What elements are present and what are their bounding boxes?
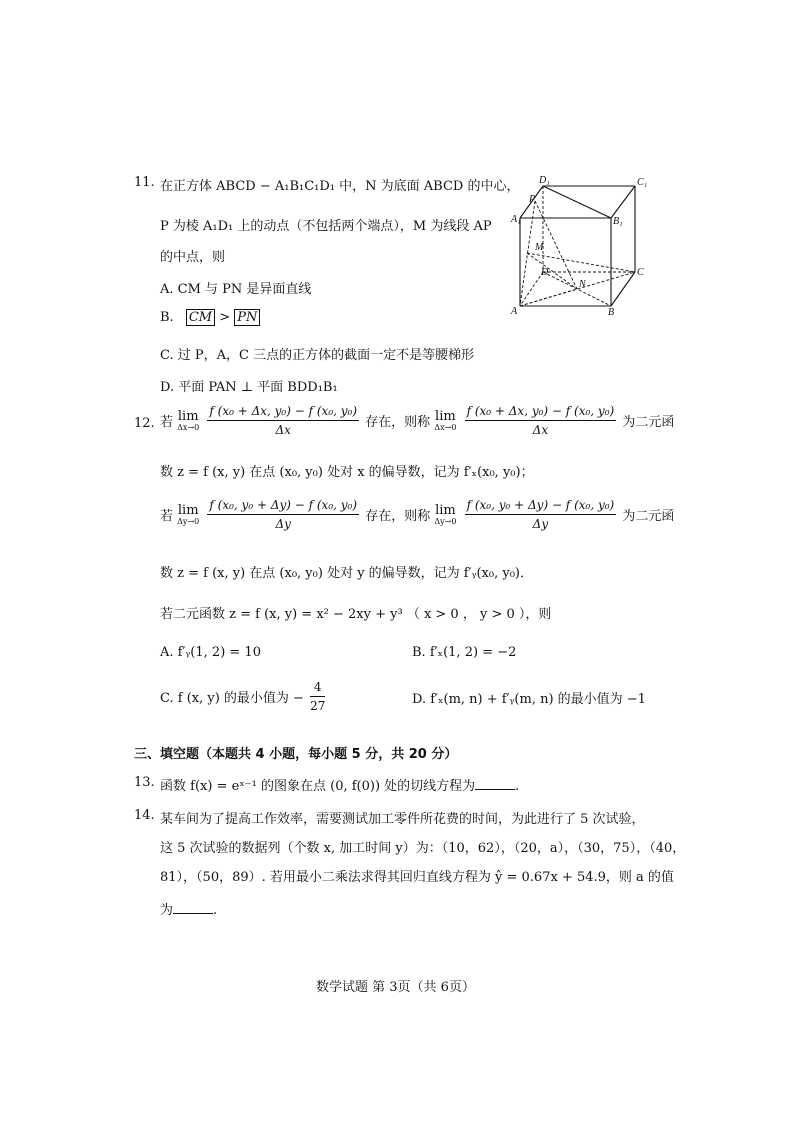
q11-option-c: C. 过 P，A，C 三点的正方体的截面一定不是等腰梯形 bbox=[160, 348, 475, 363]
vector-cm-magnitude: CM bbox=[186, 309, 215, 326]
q13-number: 13. bbox=[134, 775, 155, 790]
q12-number: 12. bbox=[134, 416, 155, 431]
limit-y-2 bbox=[434, 504, 456, 526]
greater-than: > bbox=[219, 310, 231, 325]
vector-pn-magnitude: PN bbox=[234, 309, 260, 326]
q12-binary-1: 为二元函 bbox=[622, 415, 675, 430]
q12-option-b: B. f′ₓ(1, 2) = −2 bbox=[412, 645, 517, 660]
lim-sub: Δy→0 bbox=[177, 516, 200, 526]
difference-quotient-y-2 bbox=[465, 498, 617, 531]
q13-period: . bbox=[515, 779, 520, 794]
label-c1: C₁ bbox=[637, 177, 648, 188]
q13-text bbox=[160, 775, 519, 794]
fraction-4-27 bbox=[310, 680, 325, 713]
label-p: P bbox=[529, 194, 536, 205]
q12-definition-x bbox=[160, 404, 674, 437]
label-n: N bbox=[579, 279, 586, 290]
q12-line2: 数 z = f (x, y) 在点 (x₀, y₀) 处对 x 的偏导数，记为 f′ₓ(x₀, y₀)； bbox=[160, 465, 534, 480]
q11-stem-line2: P 为棱 A₁D₁ 上的动点（不包括两个端点），M 为线段 AP bbox=[160, 219, 492, 234]
lim-sub: Δy→0 bbox=[434, 516, 457, 526]
frac-denominator: 27 bbox=[310, 699, 326, 713]
q14-line2: 这 5 次试验的数据列（个数 x, 加工时间 y）为：（10，62），（20，a），（30，75），（40， bbox=[160, 841, 686, 856]
page-footer: 数学试题 第 3页（共 6页） bbox=[316, 980, 475, 995]
frac-denominator: Δy bbox=[275, 517, 291, 531]
q12-option-c-text: C. f (x, y) 的最小值为 − bbox=[160, 691, 304, 706]
cube-figure bbox=[505, 172, 655, 322]
q11-number: 11. bbox=[134, 175, 155, 190]
q11-stem-line3: 的中点，则 bbox=[160, 250, 226, 265]
frac-denominator: Δy bbox=[532, 517, 549, 531]
lim-text: lim bbox=[177, 502, 199, 518]
label-d1: D₁ bbox=[539, 175, 550, 186]
label-b1: B₁ bbox=[613, 216, 623, 227]
q12-ruo-1: 若 bbox=[160, 415, 174, 430]
label-d: D bbox=[541, 267, 549, 278]
frac-numerator: f (x₀ + Δx, y₀) − f (x₀, y₀) bbox=[207, 404, 359, 421]
q14-line4 bbox=[160, 899, 217, 918]
q12-exists-1: 存在，则称 bbox=[365, 415, 431, 430]
limit-x-2 bbox=[434, 410, 456, 432]
limit-y-1 bbox=[177, 504, 199, 526]
q14-number: 14. bbox=[134, 808, 155, 823]
q12-ruo-2: 若 bbox=[160, 509, 174, 524]
limit-x-1 bbox=[177, 410, 199, 432]
q12-option-d: D. f′ₓ(m, n) + f′ᵧ(m, n) 的最小值为 −1 bbox=[412, 692, 646, 707]
q12-option-a: A. f′ᵧ(1, 2) = 10 bbox=[160, 645, 261, 660]
difference-quotient-x-2 bbox=[465, 404, 617, 437]
q14-line3: 81），（50，89）. 若用最小二乘法求得其回归直线方程为 ŷ = 0.67x + 54.9，则 a 的值 bbox=[160, 870, 674, 885]
q11-option-d: D. 平面 PAN ⊥ 平面 BDD₁B₁ bbox=[160, 380, 338, 395]
q12-exists-2: 存在，则称 bbox=[365, 509, 431, 524]
frac-numerator: 4 bbox=[310, 680, 325, 697]
lim-sub: Δx→0 bbox=[434, 422, 457, 432]
q11-option-b-label: B. bbox=[160, 310, 174, 325]
q12-line5: 若二元函数 z = f (x, y) = x² − 2xy + y³ （ x > 0 ， y > 0 ），则 bbox=[160, 607, 552, 622]
q14-line1: 某车间为了提高工作效率，需要测试加工零件所花费的时间，为此进行了 5 次试验， bbox=[160, 812, 645, 827]
frac-denominator: Δx bbox=[275, 423, 291, 437]
label-a: A bbox=[511, 306, 518, 317]
q14-period: . bbox=[213, 903, 218, 918]
lim-text: lim bbox=[435, 408, 456, 424]
frac-numerator: f (x₀ + Δx, y₀) − f (x₀, y₀) bbox=[465, 404, 617, 421]
label-c: C bbox=[637, 267, 644, 278]
frac-denominator: Δx bbox=[532, 423, 549, 437]
difference-quotient-x-1 bbox=[207, 404, 359, 437]
q12-binary-2: 为二元函 bbox=[622, 509, 675, 524]
q13-stem: 函数 f(x) = eˣ⁻¹ 的图象在点 (0, f(0)) 处的切线方程为 bbox=[160, 779, 476, 794]
answer-blank[interactable] bbox=[173, 901, 213, 914]
q12-option-c bbox=[160, 680, 327, 713]
label-b: B bbox=[608, 307, 615, 318]
q12-definition-y bbox=[160, 498, 674, 531]
q11-stem-line1: 在正方体 ABCD − A₁B₁C₁D₁ 中，N 为底面 ABCD 的中心， bbox=[160, 179, 520, 194]
answer-blank[interactable] bbox=[475, 777, 515, 790]
section-three-heading: 三、填空题（本题共 4 小题，每小题 5 分，共 20 分） bbox=[134, 747, 458, 762]
lim-sub: Δx→0 bbox=[177, 422, 200, 432]
label-m: M bbox=[535, 242, 544, 253]
difference-quotient-y-1 bbox=[207, 498, 359, 531]
label-a1: A₁ bbox=[511, 214, 521, 225]
lim-text: lim bbox=[177, 408, 199, 424]
lim-text: lim bbox=[435, 502, 456, 518]
frac-numerator: f (x₀, y₀ + Δy) − f (x₀, y₀) bbox=[465, 498, 617, 515]
q11-option-a: A. CM 与 PN 是异面直线 bbox=[160, 282, 312, 297]
q11-option-b bbox=[160, 310, 260, 325]
q14-wei: 为 bbox=[160, 903, 174, 918]
frac-numerator: f (x₀, y₀ + Δy) − f (x₀, y₀) bbox=[207, 498, 359, 515]
q12-line4: 数 z = f (x, y) 在点 (x₀, y₀) 处对 y 的偏导数，记为 f′ᵧ(x₀, y₀)． bbox=[160, 566, 533, 581]
